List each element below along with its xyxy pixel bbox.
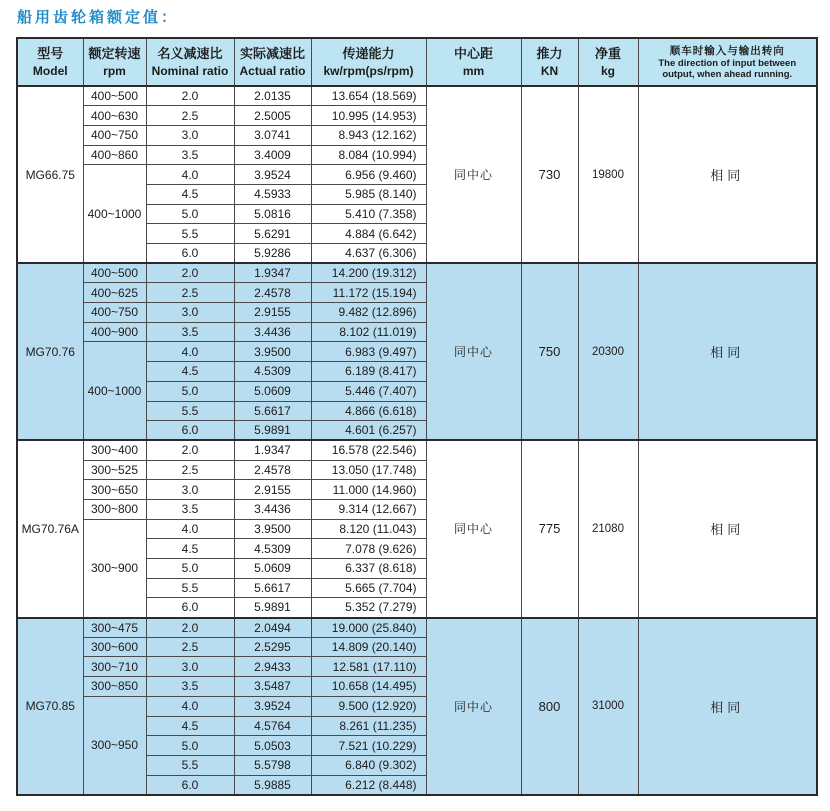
rpm-cell: 300~900	[83, 519, 146, 617]
weight-cell: 21080	[578, 440, 638, 617]
capacity-cell: 5.446 (7.407)	[311, 381, 426, 401]
capacity-cell: 6.337 (8.618)	[311, 559, 426, 579]
actual-ratio-cell: 3.4436	[234, 322, 311, 342]
nominal-ratio-cell: 3.0	[146, 657, 234, 677]
weight-cell: 20300	[578, 263, 638, 440]
thrust-cell: 730	[521, 86, 578, 263]
nominal-ratio-cell: 5.0	[146, 559, 234, 579]
nominal-ratio-cell: 3.5	[146, 677, 234, 697]
nominal-ratio-cell: 5.0	[146, 381, 234, 401]
nominal-ratio-cell: 2.0	[146, 263, 234, 283]
nominal-ratio-cell: 4.5	[146, 184, 234, 204]
capacity-cell: 8.261 (11.235)	[311, 716, 426, 736]
nominal-ratio-cell: 4.5	[146, 716, 234, 736]
weight-cell: 31000	[578, 618, 638, 795]
nominal-ratio-cell: 6.0	[146, 598, 234, 618]
rpm-cell: 400~500	[83, 86, 146, 106]
nominal-ratio-cell: 2.0	[146, 86, 234, 106]
header-model	[17, 38, 83, 86]
nominal-ratio-cell: 5.5	[146, 755, 234, 775]
nominal-ratio-cell: 3.5	[146, 499, 234, 519]
capacity-cell: 6.956 (9.460)	[311, 165, 426, 185]
rpm-cell: 300~850	[83, 677, 146, 697]
nominal-ratio-cell: 3.0	[146, 480, 234, 500]
nominal-ratio-cell: 4.0	[146, 342, 234, 362]
actual-ratio-cell: 5.5798	[234, 755, 311, 775]
header-center-distance-en: mm	[462, 63, 485, 78]
actual-ratio-cell: 5.6291	[234, 224, 311, 244]
nominal-ratio-cell: 5.0	[146, 204, 234, 224]
header-direction-zh: 顺车时输入与输出转向	[669, 44, 785, 57]
actual-ratio-cell: 2.9155	[234, 303, 311, 323]
capacity-cell: 14.809 (20.140)	[311, 637, 426, 657]
actual-ratio-cell: 5.6617	[234, 401, 311, 421]
capacity-cell: 5.410 (7.358)	[311, 204, 426, 224]
rpm-cell: 400~860	[83, 145, 146, 165]
capacity-cell: 7.078 (9.626)	[311, 539, 426, 559]
nominal-ratio-cell: 2.5	[146, 106, 234, 126]
nominal-ratio-cell: 2.5	[146, 637, 234, 657]
capacity-cell: 8.943 (12.162)	[311, 125, 426, 145]
actual-ratio-cell: 4.5309	[234, 539, 311, 559]
header-direction-en2: output, when ahead running.	[662, 69, 793, 81]
header-net-weight-zh: 净重	[594, 46, 621, 62]
actual-ratio-cell: 2.4578	[234, 460, 311, 480]
capacity-cell: 6.189 (8.417)	[311, 362, 426, 382]
capacity-cell: 8.102 (11.019)	[311, 322, 426, 342]
capacity-cell: 9.482 (12.896)	[311, 303, 426, 323]
model-cell: MG70.76A	[17, 440, 83, 617]
table-header	[17, 38, 817, 86]
rpm-cell: 300~400	[83, 440, 146, 460]
rpm-cell: 400~1000	[83, 342, 146, 440]
capacity-cell: 19.000 (25.840)	[311, 618, 426, 638]
actual-ratio-cell: 2.0494	[234, 618, 311, 638]
nominal-ratio-cell: 4.5	[146, 539, 234, 559]
capacity-cell: 11.172 (15.194)	[311, 283, 426, 303]
direction-cell: 相同	[638, 440, 817, 617]
rpm-cell: 400~900	[83, 322, 146, 342]
rpm-cell: 300~475	[83, 618, 146, 638]
header-actual-ratio-en: Actual ratio	[239, 63, 306, 78]
capacity-cell: 8.084 (10.994)	[311, 145, 426, 165]
actual-ratio-cell: 5.0816	[234, 204, 311, 224]
capacity-cell: 5.352 (7.279)	[311, 598, 426, 618]
rpm-cell: 300~710	[83, 657, 146, 677]
nominal-ratio-cell: 2.5	[146, 460, 234, 480]
actual-ratio-cell: 2.5295	[234, 637, 311, 657]
capacity-cell: 10.995 (14.953)	[311, 106, 426, 126]
page-title: 船用齿轮箱额定值：	[17, 10, 180, 26]
nominal-ratio-cell: 4.0	[146, 165, 234, 185]
nominal-ratio-cell: 5.5	[146, 578, 234, 598]
header-model-zh: 型号	[37, 46, 64, 62]
rpm-cell: 300~950	[83, 696, 146, 794]
nominal-ratio-cell: 4.0	[146, 696, 234, 716]
capacity-cell: 7.521 (10.229)	[311, 736, 426, 756]
actual-ratio-cell: 4.5764	[234, 716, 311, 736]
nominal-ratio-cell: 6.0	[146, 775, 234, 795]
rpm-cell: 400~750	[83, 125, 146, 145]
actual-ratio-cell: 5.9891	[234, 421, 311, 441]
actual-ratio-cell: 2.0135	[234, 86, 311, 106]
actual-ratio-cell: 1.9347	[234, 263, 311, 283]
rpm-cell: 400~1000	[83, 165, 146, 263]
header-thrust	[521, 38, 578, 86]
model-cell: MG66.75	[17, 86, 83, 263]
header-direction-en1: The direction of input between	[658, 57, 797, 69]
header-nominal-ratio-zh: 名义减速比	[157, 46, 223, 62]
rpm-cell: 300~600	[83, 637, 146, 657]
thrust-cell: 775	[521, 440, 578, 617]
header-net-weight-en: kg	[600, 63, 615, 78]
thrust-cell: 800	[521, 618, 578, 795]
nominal-ratio-cell: 3.5	[146, 145, 234, 165]
capacity-cell: 6.212 (8.448)	[311, 775, 426, 795]
model-cell: MG70.76	[17, 263, 83, 440]
nominal-ratio-cell: 4.0	[146, 519, 234, 539]
rpm-cell: 300~525	[83, 460, 146, 480]
nominal-ratio-cell: 4.5	[146, 362, 234, 382]
capacity-cell: 11.000 (14.960)	[311, 480, 426, 500]
actual-ratio-cell: 1.9347	[234, 440, 311, 460]
capacity-cell: 5.665 (7.704)	[311, 578, 426, 598]
capacity-cell: 10.658 (14.495)	[311, 677, 426, 697]
header-center-distance	[426, 38, 521, 86]
nominal-ratio-cell: 3.0	[146, 303, 234, 323]
header-direction	[638, 38, 817, 86]
center-distance-cell: 同中心	[426, 86, 521, 263]
capacity-cell: 4.637 (6.306)	[311, 244, 426, 264]
thrust-cell: 750	[521, 263, 578, 440]
nominal-ratio-cell: 2.5	[146, 283, 234, 303]
actual-ratio-cell: 5.0609	[234, 381, 311, 401]
capacity-cell: 4.601 (6.257)	[311, 421, 426, 441]
nominal-ratio-cell: 6.0	[146, 244, 234, 264]
direction-cell: 相同	[638, 86, 817, 263]
actual-ratio-cell: 2.9155	[234, 480, 311, 500]
header-rated-speed-en: rpm	[103, 63, 126, 78]
rpm-cell: 400~625	[83, 283, 146, 303]
actual-ratio-cell: 5.0503	[234, 736, 311, 756]
header-capacity	[311, 38, 426, 86]
header-net-weight	[578, 38, 638, 86]
actual-ratio-cell: 3.9500	[234, 519, 311, 539]
nominal-ratio-cell: 2.0	[146, 618, 234, 638]
capacity-cell: 8.120 (11.043)	[311, 519, 426, 539]
actual-ratio-cell: 3.9524	[234, 165, 311, 185]
center-distance-cell: 同中心	[426, 440, 521, 617]
header-actual-ratio	[234, 38, 311, 86]
header-center-distance-zh: 中心距	[453, 46, 493, 62]
nominal-ratio-cell: 5.5	[146, 401, 234, 421]
header-rated-speed	[83, 38, 146, 86]
actual-ratio-cell: 2.5005	[234, 106, 311, 126]
header-rated-speed-zh: 额定转速	[88, 46, 141, 62]
actual-ratio-cell: 3.4436	[234, 499, 311, 519]
actual-ratio-cell: 5.6617	[234, 578, 311, 598]
capacity-cell: 6.840 (9.302)	[311, 755, 426, 775]
capacity-cell: 9.314 (12.667)	[311, 499, 426, 519]
header-thrust-zh: 推力	[536, 46, 563, 62]
actual-ratio-cell: 4.5933	[234, 184, 311, 204]
model-cell: MG70.85	[17, 618, 83, 795]
table-row	[17, 618, 817, 638]
rpm-cell: 300~650	[83, 480, 146, 500]
capacity-cell: 13.654 (18.569)	[311, 86, 426, 106]
rpm-cell: 400~500	[83, 263, 146, 283]
actual-ratio-cell: 5.9885	[234, 775, 311, 795]
actual-ratio-cell: 5.9891	[234, 598, 311, 618]
actual-ratio-cell: 3.9500	[234, 342, 311, 362]
center-distance-cell: 同中心	[426, 618, 521, 795]
actual-ratio-cell: 2.4578	[234, 283, 311, 303]
actual-ratio-cell: 4.5309	[234, 362, 311, 382]
capacity-cell: 14.200 (19.312)	[311, 263, 426, 283]
header-thrust-en: KN	[540, 63, 559, 78]
header-capacity-en: kw/rpm(ps/rpm)	[323, 63, 414, 78]
actual-ratio-cell: 5.9286	[234, 244, 311, 264]
direction-cell: 相同	[638, 618, 817, 795]
table-row	[17, 86, 817, 106]
nominal-ratio-cell: 5.0	[146, 736, 234, 756]
capacity-cell: 4.884 (6.642)	[311, 224, 426, 244]
header-capacity-zh: 传递能力	[342, 46, 395, 62]
capacity-cell: 9.500 (12.920)	[311, 696, 426, 716]
direction-cell: 相同	[638, 263, 817, 440]
rpm-cell: 400~750	[83, 303, 146, 323]
header-actual-ratio-zh: 实际减速比	[239, 46, 305, 62]
header-nominal-ratio-en: Nominal ratio	[151, 63, 229, 78]
capacity-cell: 13.050 (17.748)	[311, 460, 426, 480]
gearbox-rating-table	[16, 37, 818, 796]
rpm-cell: 400~630	[83, 106, 146, 126]
center-distance-cell: 同中心	[426, 263, 521, 440]
actual-ratio-cell: 2.9433	[234, 657, 311, 677]
actual-ratio-cell: 3.9524	[234, 696, 311, 716]
nominal-ratio-cell: 3.5	[146, 322, 234, 342]
capacity-cell: 5.985 (8.140)	[311, 184, 426, 204]
nominal-ratio-cell: 6.0	[146, 421, 234, 441]
header-nominal-ratio	[146, 38, 234, 86]
capacity-cell: 6.983 (9.497)	[311, 342, 426, 362]
nominal-ratio-cell: 5.5	[146, 224, 234, 244]
nominal-ratio-cell: 3.0	[146, 125, 234, 145]
weight-cell: 19800	[578, 86, 638, 263]
table-row	[17, 263, 817, 283]
header-model-en: Model	[32, 63, 68, 78]
table-body	[17, 86, 817, 795]
capacity-cell: 12.581 (17.110)	[311, 657, 426, 677]
rpm-cell: 300~800	[83, 499, 146, 519]
capacity-cell: 4.866 (6.618)	[311, 401, 426, 421]
capacity-cell: 16.578 (22.546)	[311, 440, 426, 460]
actual-ratio-cell: 3.0741	[234, 125, 311, 145]
actual-ratio-cell: 3.5487	[234, 677, 311, 697]
table-row	[17, 440, 817, 460]
nominal-ratio-cell: 2.0	[146, 440, 234, 460]
actual-ratio-cell: 5.0609	[234, 559, 311, 579]
actual-ratio-cell: 3.4009	[234, 145, 311, 165]
